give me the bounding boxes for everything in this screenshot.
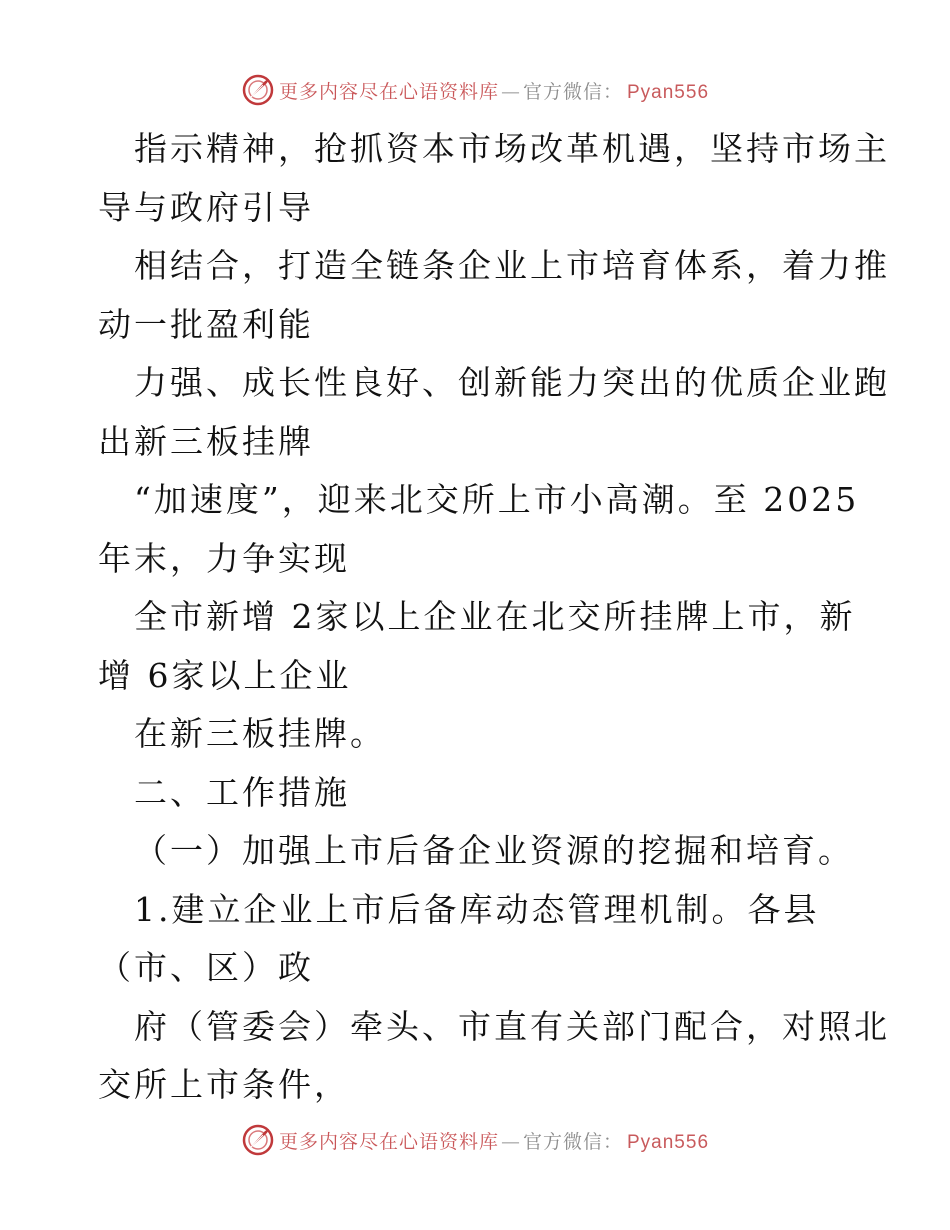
text-line: 出新三板挂牌 <box>98 421 314 461</box>
text-line: 全市新增 2家以上企业在北交所挂牌上市，新 <box>134 597 856 636</box>
quill-logo-icon <box>241 1123 275 1157</box>
watermark-brand: 更多内容尽在心语资料库 <box>278 80 499 103</box>
text-line: 府（管委会）牵头、市直有关部门配合，对照北 <box>134 1006 890 1046</box>
text-line: 在新三板挂牌。 <box>134 714 386 753</box>
text-line: （市、区）政 <box>98 948 314 987</box>
watermark-contact-id: Pyan556 <box>627 1131 710 1153</box>
text-line: 指示精神，抢抓资本市场改革机遇，坚持市场主 <box>134 129 890 168</box>
watermark-text <box>279 1127 709 1154</box>
text-line: 1.建立企业上市后备库动态管理机制。各县 <box>134 889 820 929</box>
watermark-text <box>279 77 709 104</box>
text-line: 交所上市条件， <box>98 1065 350 1104</box>
watermark-brand: 更多内容尽在心语资料库 <box>278 1130 499 1153</box>
text-line: “加速度”，迎来北交所上市小高潮。至 2025 <box>134 480 860 519</box>
text-line: 动一批盈利能 <box>98 304 314 344</box>
quill-logo-icon <box>241 73 275 107</box>
watermark-contact-label: 官方微信： <box>522 80 623 103</box>
text-line: 二、工作措施 <box>134 772 350 812</box>
watermark-header <box>0 70 950 110</box>
text-line: （一）加强上市后备企业资源的挖掘和培育。 <box>134 831 854 870</box>
watermark-footer <box>0 1120 950 1160</box>
text-line: 增 6家以上企业 <box>98 655 352 695</box>
text-line: 导与政府引导 <box>98 187 314 227</box>
watermark-contact-label: 官方微信： <box>522 1130 623 1153</box>
text-line: 力强、成长性良好、创新能力突出的优质企业跑 <box>134 363 890 402</box>
watermark-dash: — <box>500 80 521 103</box>
watermark-contact-id: Pyan556 <box>627 81 710 103</box>
watermark-dash: — <box>500 1130 521 1153</box>
text-line: 年末，力争实现 <box>98 538 350 578</box>
text-line: 相结合，打造全链条企业上市培育体系，着力推 <box>134 246 890 285</box>
document-body <box>98 120 890 1115</box>
